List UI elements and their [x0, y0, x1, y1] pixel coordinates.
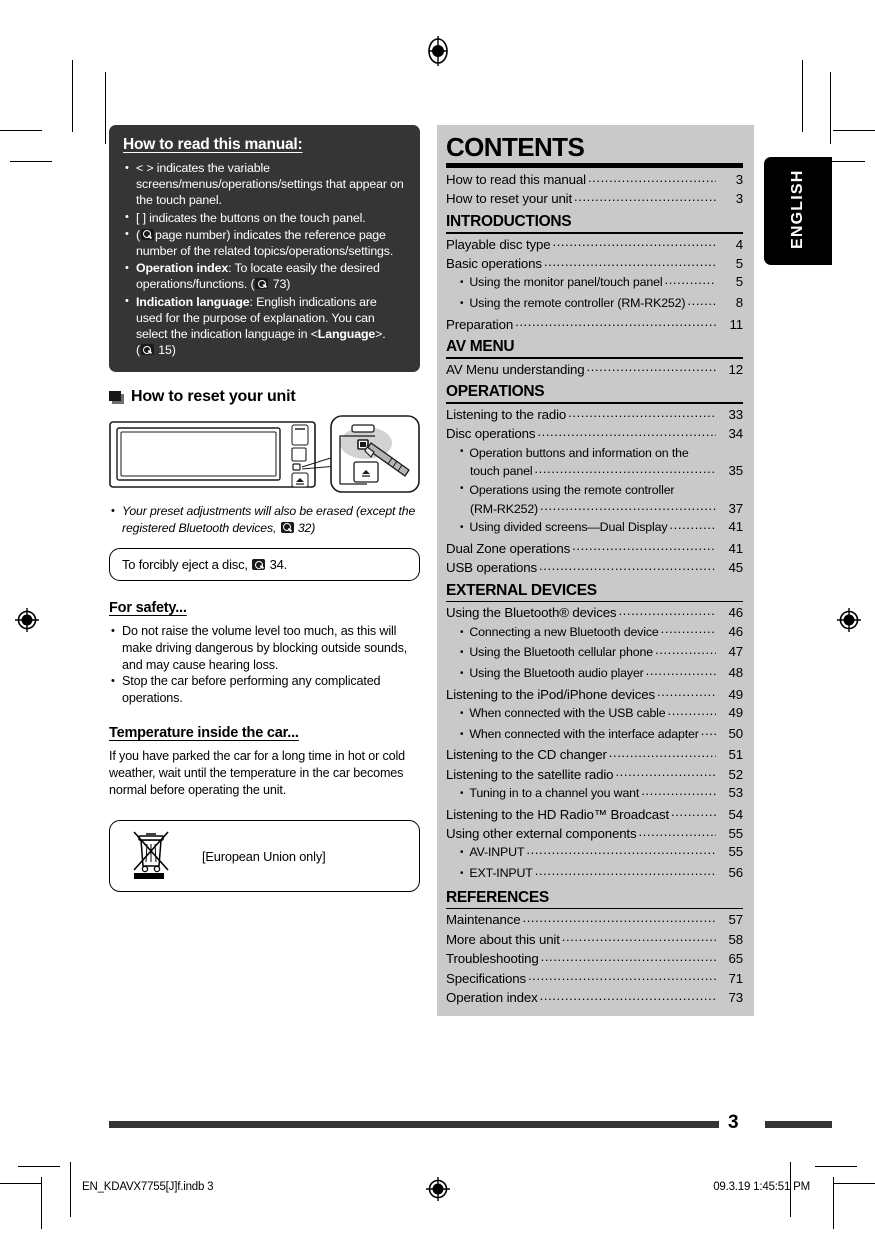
- registration-mark-bottom: [425, 1176, 451, 1202]
- crop-mark-tr-v: [802, 60, 803, 132]
- eject-page: 34.: [269, 557, 288, 573]
- toc-dots: [562, 927, 716, 946]
- toc-label: Using the monitor panel/touch panel: [469, 275, 663, 290]
- toc-dots: [574, 187, 716, 206]
- bullet-icon: •: [460, 847, 464, 859]
- toc-dots: [615, 762, 716, 781]
- toc-page: 71: [728, 970, 743, 986]
- toc-dots: [526, 841, 716, 860]
- crop-mark-br-h2: [833, 1183, 875, 1184]
- toc-label: Listening to the HD Radio™ Broadcast: [446, 806, 669, 822]
- toc-page: 41: [728, 519, 743, 535]
- toc-label: Using the Bluetooth cellular phone: [469, 645, 653, 660]
- toc-page: 47: [728, 644, 743, 660]
- reset-section-heading: [109, 388, 420, 406]
- bullet-icon: •: [460, 445, 464, 457]
- magnifier-icon: [141, 344, 154, 355]
- toc-label: Using other external components: [446, 826, 637, 841]
- bullet-icon: •: [460, 522, 464, 534]
- contents-group: [446, 235, 743, 334]
- temperature-body: If you have parked the car for a long time in hot or cold weather, wait until the temperature in the car becomes normal before operating the unit.: [109, 749, 405, 797]
- toc-dots: [671, 802, 716, 821]
- contents-title: CONTENTS: [446, 132, 585, 162]
- toc-dots: [588, 168, 716, 187]
- how-to-read-title: How to read this manual:: [123, 136, 303, 153]
- toc-dots: [515, 312, 716, 331]
- toc-dots: [535, 862, 716, 881]
- list-item: [123, 260, 406, 292]
- toc-dots: [646, 662, 716, 681]
- contents-group-heading: REFERENCES: [446, 888, 549, 906]
- toc-dots: [523, 908, 717, 927]
- toc-entry[interactable]: [446, 424, 743, 443]
- toc-dots: [668, 702, 716, 721]
- toc-label: Preparation: [446, 316, 514, 332]
- toc-page: 55: [728, 844, 743, 860]
- list-item-text: page number) indicates the reference page number of the related topics/operations/settings.: [136, 227, 394, 259]
- toc-page: 73: [728, 990, 743, 1006]
- bullet-icon: •: [460, 788, 464, 799]
- toc-page: 41: [728, 540, 743, 556]
- toc-label: Operation buttons and information on the: [469, 445, 689, 460]
- toc-label: Maintenance: [446, 912, 521, 928]
- reset-note-text: Your preset adjustments will also be erased (except the registered Bluetooth devices,: [122, 504, 416, 535]
- toc-page: 46: [728, 623, 743, 639]
- toc-label: AV Menu understanding: [446, 361, 585, 377]
- toc-entry-line2[interactable]: [446, 462, 743, 481]
- toc-dots: [587, 357, 716, 376]
- toc-label: Disc operations: [446, 426, 536, 442]
- page-number: 3: [728, 1112, 739, 1133]
- reset-unit-diagram: [109, 414, 420, 494]
- toc-entry[interactable]: [446, 360, 743, 379]
- list-item-bold: Indication language: [136, 294, 250, 309]
- language-tab-label: ENGLISH: [789, 169, 806, 249]
- footer-divider-left: [70, 1162, 71, 1217]
- crop-mark-tr-h: [833, 130, 875, 131]
- list-item-tail: >.: [375, 327, 386, 342]
- toc-label: USB operations: [446, 560, 538, 576]
- bullet-icon: •: [460, 708, 464, 719]
- toc-page: 34: [728, 426, 743, 442]
- language-tab-english: [764, 157, 832, 265]
- toc-dots: [552, 232, 716, 251]
- toc-label: Operations using the remote controller: [469, 483, 675, 498]
- toc-label: Using the Bluetooth audio player: [469, 666, 644, 680]
- magnifier-icon: [252, 559, 265, 570]
- list-item: • [ ] indicates the buttons on the touch panel.: [123, 210, 406, 226]
- toc-page: 8: [735, 295, 743, 311]
- crop-mark-br-v: [833, 1177, 834, 1229]
- toc-page: 3: [735, 172, 743, 187]
- list-item-bold-language: Language: [317, 327, 376, 342]
- crop-mark-bl-v: [41, 1177, 42, 1229]
- bullet-icon: •: [460, 277, 464, 289]
- toc-dots: [655, 641, 716, 660]
- toc-dots: [665, 271, 717, 290]
- crop-mark-bl-h2: [0, 1183, 42, 1184]
- toc-dots: [568, 403, 716, 422]
- toc-page: 5: [735, 256, 743, 272]
- toc-label: Troubleshooting: [446, 951, 539, 967]
- toc-dots: [537, 422, 716, 441]
- toc-dots: [539, 556, 716, 575]
- toc-label: Using the Bluetooth® devices: [446, 605, 617, 621]
- toc-entry[interactable]: [446, 864, 743, 885]
- toc-page: 46: [728, 605, 743, 621]
- toc-label: Listening to the radio: [446, 407, 567, 423]
- list-item-page: 15): [158, 343, 176, 358]
- contents-group-heading: EXTERNAL DEVICES: [446, 581, 597, 599]
- toc-dots: [669, 516, 716, 535]
- contents-group-heading: AV MENU: [446, 338, 515, 356]
- footer-rule-left: [109, 1121, 719, 1128]
- bullet-icon: •: [460, 483, 464, 495]
- contents-group: [446, 360, 743, 379]
- toc-entry[interactable]: [446, 558, 743, 577]
- toc-page: 35: [728, 463, 743, 479]
- toc-page: 52: [728, 766, 743, 782]
- toc-page: 11: [729, 316, 743, 332]
- list-item: • Stop the car before performing any complicated operations.: [109, 673, 420, 706]
- list-item-text: : English indications are used for the purpose of explanation. You can select the indication language in <: [136, 294, 377, 342]
- list-item: [123, 294, 406, 359]
- european-union-label: [European Union only]: [202, 848, 326, 864]
- toc-page: 48: [728, 665, 743, 680]
- toc-label: Basic operations: [446, 256, 542, 272]
- crop-mark-bl-h: [18, 1166, 60, 1167]
- left-column: [109, 125, 420, 892]
- contents-group: [446, 910, 743, 1007]
- toc-label: Connecting a new Bluetooth device: [469, 624, 659, 639]
- toc-dots: [657, 682, 716, 701]
- crop-mark-tl-h: [0, 130, 42, 131]
- toc-page: 3: [735, 191, 743, 207]
- list-item: • < > indicates the variable screens/menus/operations/settings that appear on the touch panel.: [123, 160, 406, 209]
- how-to-read-box: [109, 125, 420, 372]
- toc-page: 49: [728, 705, 743, 720]
- toc-dots: [572, 536, 716, 555]
- wheelie-bin-icon: [132, 828, 170, 885]
- toc-page: 65: [728, 951, 743, 967]
- bullet-icon: •: [460, 298, 464, 310]
- toc-dots: [534, 460, 716, 479]
- toc-label: Tuning in to a channel you want: [469, 786, 640, 800]
- bullet-icon: •: [460, 668, 464, 679]
- toc-page: 12: [728, 361, 743, 377]
- toc-dots: [687, 292, 716, 311]
- reset-section-title: How to reset your unit: [131, 388, 296, 406]
- reset-note: [109, 503, 420, 536]
- toc-page: 53: [728, 785, 743, 800]
- footer-filename: EN_KDAVX7755[J]f.indb 3: [82, 1181, 214, 1193]
- crop-mark-tl-h2: [10, 161, 52, 162]
- temperature-heading: Temperature inside the car...: [109, 725, 299, 742]
- toc-page: 57: [728, 912, 743, 928]
- toc-label: More about this unit: [446, 931, 560, 947]
- toc-dots: [661, 620, 716, 639]
- how-to-read-list: [123, 160, 406, 358]
- footer-timestamp: 09.3.19 1:45:51 PM: [713, 1181, 810, 1193]
- list-item-page: 73): [272, 277, 291, 292]
- toc-label: Playable disc type: [446, 236, 551, 252]
- list-item-text: : To locate easily the desired operations/functions. (: [136, 261, 380, 292]
- toc-entry[interactable]: [446, 988, 743, 1007]
- toc-label: How to read this manual: [446, 172, 586, 187]
- toc-page: 37: [728, 500, 743, 516]
- list-item-bold: Operation index: [136, 261, 229, 276]
- toc-entry[interactable]: [446, 189, 743, 208]
- registration-mark-right: [836, 607, 862, 633]
- toc-dots: [541, 947, 716, 966]
- toc-label: When connected with the USB cable: [469, 706, 666, 720]
- contents-group: [446, 603, 743, 884]
- toc-entry[interactable]: [446, 704, 743, 725]
- toc-page: 54: [728, 806, 743, 822]
- contents-panel: [437, 125, 754, 1016]
- forcibly-eject-box: [109, 548, 420, 581]
- toc-label: When connected with the interface adapter: [469, 726, 699, 741]
- toc-label: Listening to the iPod/iPhone devices: [446, 686, 655, 702]
- magnifier-icon: [255, 278, 268, 289]
- toc-label: Using the remote controller (RM-RK252): [469, 296, 686, 311]
- eject-text: To forcibly eject a disc,: [122, 557, 248, 573]
- toc-page: 56: [728, 865, 743, 880]
- contents-group-heading: OPERATIONS: [446, 383, 545, 401]
- bullet-icon: •: [460, 647, 464, 659]
- toc-page: 4: [735, 236, 743, 252]
- toc-label: touch panel: [470, 464, 533, 479]
- list-item: • Do not raise the volume level too much, as this will make driving dangerous by blocking outside sounds, and may cause hearing loss.: [109, 623, 420, 673]
- toc-page: 58: [728, 931, 743, 947]
- crop-mark-tl-v2: [105, 72, 106, 144]
- toc-dots: [528, 966, 716, 985]
- toc-page: 50: [728, 725, 743, 741]
- crop-mark-br-h: [815, 1166, 857, 1167]
- registration-mark-top: [425, 36, 451, 62]
- contents-group: [446, 405, 743, 578]
- toc-entry[interactable]: [446, 315, 743, 334]
- for-safety-list: [109, 623, 420, 706]
- bullet-icon: •: [460, 728, 464, 740]
- toc-dots: [540, 986, 716, 1005]
- toc-label: Listening to the CD changer: [446, 747, 607, 763]
- bullet-icon: •: [460, 626, 464, 638]
- toc-page: 5: [735, 274, 743, 290]
- toc-page: 49: [728, 686, 743, 702]
- toc-dots: [609, 743, 716, 762]
- toc-label: Specifications: [446, 970, 526, 986]
- square-bullet-icon: [109, 391, 124, 404]
- toc-label: EXT-INPUT: [469, 866, 533, 880]
- toc-dots: [638, 822, 716, 841]
- toc-dots: [641, 782, 716, 801]
- toc-label: Operation index: [446, 990, 538, 1006]
- toc-page: 33: [728, 407, 743, 423]
- list-item: [123, 227, 406, 259]
- contents-group-heading: INTRODUCTIONS: [446, 212, 572, 230]
- toc-label: Using divided screens—Dual Display: [469, 520, 668, 535]
- paren-open: (: [136, 343, 140, 358]
- toc-label: Dual Zone operations: [446, 540, 571, 556]
- registration-mark-left: [14, 607, 40, 633]
- toc-label: Listening to the satellite radio: [446, 766, 614, 782]
- crop-mark-tr-v2: [830, 72, 831, 144]
- contents-group: [446, 170, 743, 209]
- footer-rule-right: [765, 1121, 832, 1128]
- magnifier-icon: [141, 229, 154, 240]
- for-safety-heading: For safety...: [109, 600, 187, 617]
- toc-label: How to reset your unit: [446, 191, 573, 207]
- toc-label: (RM-RK252): [470, 501, 539, 516]
- paren-open: (: [136, 227, 140, 242]
- toc-page: 55: [728, 826, 743, 841]
- toc-page: 51: [728, 747, 743, 763]
- toc-dots: [544, 252, 716, 271]
- reset-note-page: 32): [297, 520, 316, 535]
- crop-mark-tl-v: [72, 60, 73, 132]
- toc-label: AV-INPUT: [469, 845, 525, 860]
- toc-page: 45: [728, 560, 743, 576]
- european-union-box: [109, 820, 420, 892]
- toc-dots: [540, 497, 716, 516]
- magnifier-icon: [281, 522, 294, 533]
- toc-dots: [701, 722, 716, 741]
- toc-dots: [618, 601, 716, 620]
- bullet-icon: •: [460, 868, 464, 879]
